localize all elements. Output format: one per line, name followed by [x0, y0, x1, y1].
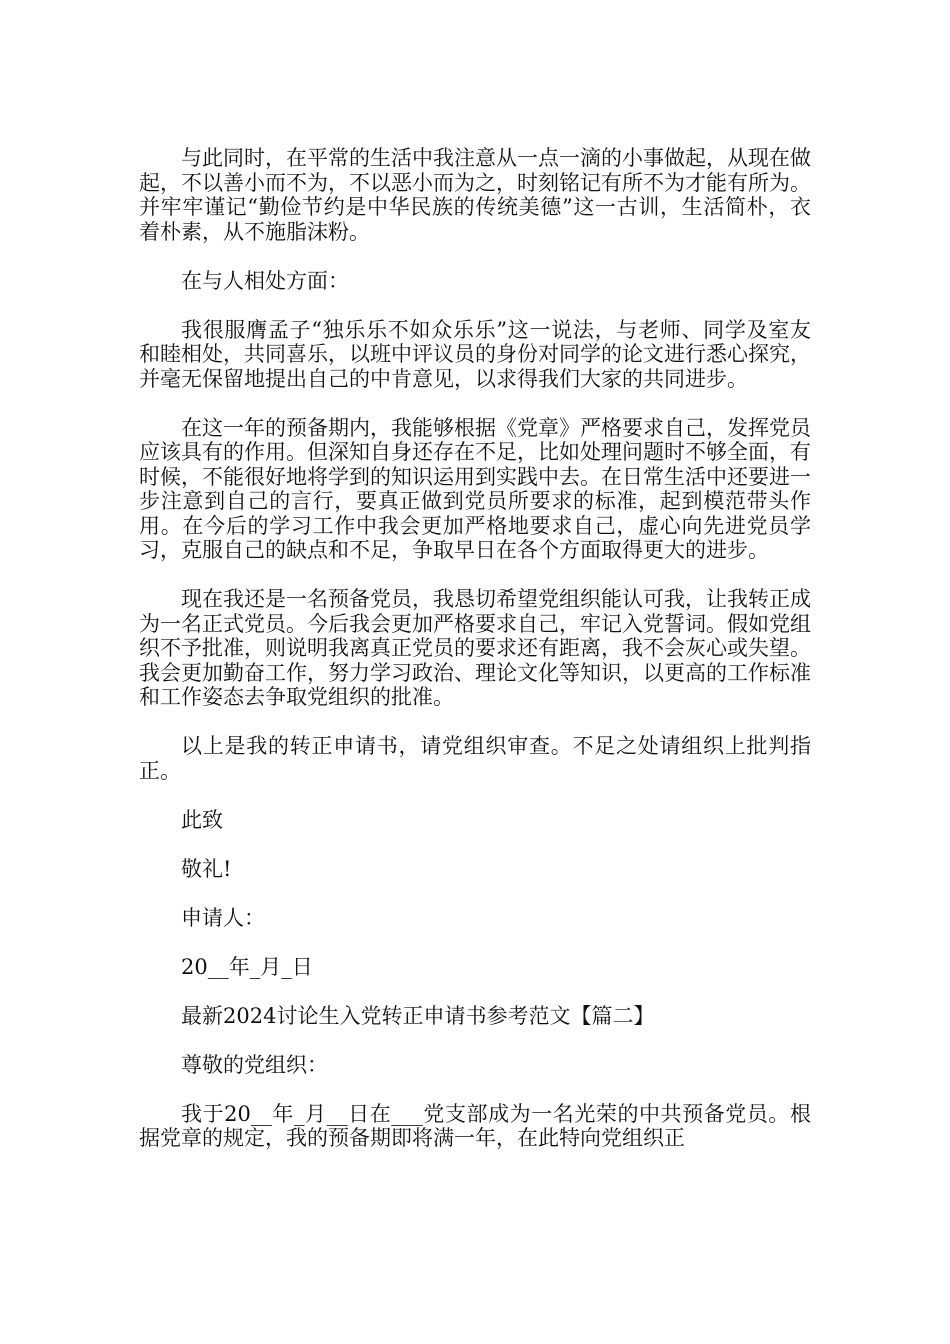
- paragraph-relations: 我很服膺孟子“独乐乐不如众乐乐”这一说法，与老师、同学及室友和睦相处，共同喜乐，以班中评议员的身份对同学的论文进行悉心探究，并毫无保留地提出自己的中肯意见，以求得我们大家的共同进步。: [139, 317, 811, 391]
- paragraph-daily-life: 与此同时，在平常的生活中我注意从一点一滴的小事做起，从现在做起，不以善小而不为，不以恶小而为之，时刻铭记有所不为才能有所为。并牢牢谨记“勤俭节约是中华民族的传统美德”这一古训，生活简朴，衣着朴素，从不施脂沫粉。: [139, 146, 811, 244]
- salutation: 尊敬的党组织：: [181, 1052, 328, 1077]
- paragraph-conclusion: 以上是我的转正申请书，请党组织审查。不足之处请组织上批判指正。: [139, 734, 811, 783]
- date-line: 20__年_月_日: [181, 954, 313, 979]
- closing-jingli: 敬礼!: [181, 856, 232, 881]
- document-body: [139, 146, 811, 1175]
- section-title: 最新2024讨论生入党转正申请书参考范文【篇二】: [181, 1003, 655, 1028]
- paragraph-probation-review: 在这一年的预备期内，我能够根据《党章》严格要求自己，发挥党员应该具有的作用。但深知自身还存在不足，比如处理问题时不够全面，有时候，不能很好地将学到的知识运用到实践中去。在日常生活中还要进一步注意到自己的言行，要真正做到党员所要求的标准，起到模范带头作用。在今后的学习工作中我会更加严格地要求自己，虚心向先进党员学习，克服自己的缺点和不足，争取早日在各个方面取得更大的进步。: [139, 415, 811, 562]
- applicant-label: 申请人：: [181, 905, 265, 930]
- closing-cizhi: 此致: [181, 807, 223, 832]
- paragraph-request: 现在我还是一名预备党员，我恳切希望党组织能认可我，让我转正成为一名正式党员。今后我会更加严格要求自己，牢记入党誓词。假如党组织不予批准，则说明我离真正党员的要求还有距离，我不会灰心或失望。我会更加勤奋工作，努力学习政治、理论文化等知识，以更高的工作标准和工作姿态去争取党组织的批准。: [139, 587, 811, 709]
- paragraph-opening: 我于20__年_月__日在___党支部成为一名光荣的中共预备党员。根据党章的规定，我的预备期即将满一年，在此特向党组织正: [139, 1101, 811, 1150]
- paragraph-relations-heading: 在与人相处方面：: [181, 268, 349, 293]
